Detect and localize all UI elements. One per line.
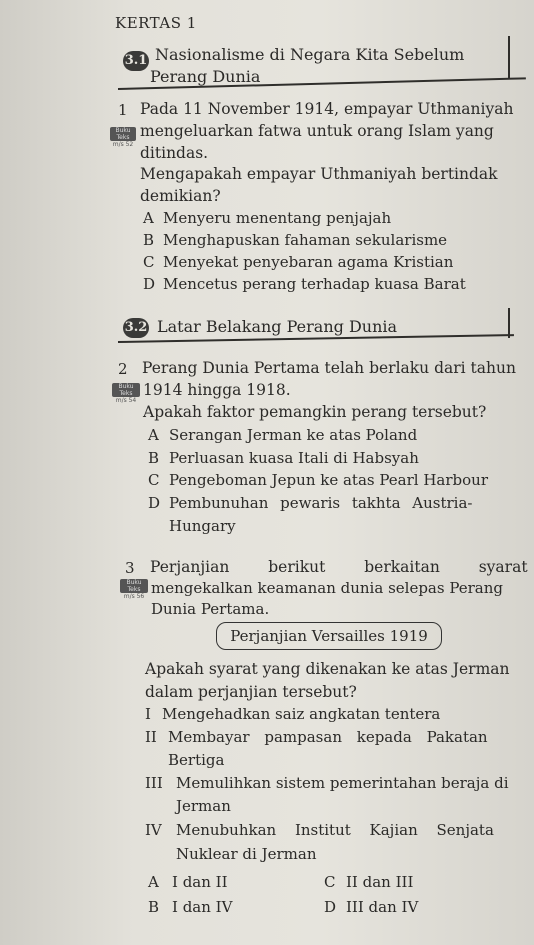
option-text[interactable]: Serangan Jerman ke atas Poland	[169, 426, 418, 444]
option-text[interactable]: Mencetus perang terhadap kuasa Barat	[163, 275, 466, 293]
question-text-line: demikian?	[140, 187, 221, 205]
statement-roman: IV	[145, 821, 162, 839]
tag-page: m/s 56	[123, 593, 145, 600]
statement-text-continued: Jerman	[176, 797, 231, 815]
section-divider-vertical	[508, 308, 510, 338]
question-text-line: 1914 hingga 1918.	[143, 381, 291, 399]
option-letter[interactable]: A	[148, 873, 159, 891]
statement-roman: III	[145, 774, 163, 792]
option-letter[interactable]: C	[324, 873, 336, 891]
option-text-continued[interactable]: Hungary	[169, 517, 236, 535]
question-text-line: Mengapakah empayar Uthmaniyah bertindak	[140, 165, 498, 183]
statement-text-continued: Bertiga	[168, 751, 225, 769]
option-text[interactable]: Pembunuhan pewaris takhta Austria-	[169, 494, 473, 512]
section-divider-vertical	[508, 36, 510, 78]
statement-text: Menubuhkan Institut Kajian Senjata	[176, 821, 494, 839]
tag-page: m/s 52	[112, 141, 134, 148]
textbook-reference-tag	[110, 127, 136, 148]
statement-roman: II	[145, 728, 157, 746]
statement-text: Memulihkan sistem pemerintahan beraja di	[176, 774, 509, 792]
tag-label: Buku Teks	[110, 127, 136, 141]
section-number-badge: 3.2	[123, 318, 149, 338]
option-text[interactable]: III dan IV	[346, 898, 419, 916]
tag-label: Buku Teks	[112, 383, 140, 397]
option-text[interactable]: Perluasan kuasa Itali di Habsyah	[169, 449, 419, 467]
option-letter[interactable]: C	[143, 253, 155, 271]
question-text-line: Dunia Pertama.	[151, 600, 270, 618]
section-title: Nasionalisme di Negara Kita Sebelum	[155, 45, 465, 64]
option-letter[interactable]: B	[148, 449, 160, 467]
option-text[interactable]: Menghapuskan fahaman sekularisme	[163, 231, 448, 249]
statement-text-continued: Nuklear di Jerman	[176, 845, 317, 863]
option-text[interactable]: II dan III	[346, 873, 414, 891]
option-letter[interactable]: D	[324, 898, 337, 916]
option-text[interactable]: I dan IV	[172, 898, 233, 916]
option-letter[interactable]: A	[143, 209, 154, 227]
paper-label: KERTAS 1	[115, 14, 197, 32]
option-letter[interactable]: C	[148, 471, 160, 489]
textbook-reference-tag	[112, 383, 140, 404]
question-text-line: mengekalkan keamanan dunia selepas Perang	[151, 579, 504, 597]
section-number-badge: 3.1	[123, 51, 149, 71]
question-text-line: dalam perjanjian tersebut?	[145, 683, 357, 701]
question-text-line: ditindas.	[140, 144, 209, 162]
question-number: 3	[125, 559, 135, 577]
tag-page: m/s 54	[115, 397, 137, 404]
question-text-line: mengeluarkan fatwa untuk orang Islam yang	[140, 122, 494, 140]
question-text-line: Perang Dunia Pertama telah berlaku dari tahun	[142, 359, 516, 377]
option-letter[interactable]: B	[143, 231, 155, 249]
option-text[interactable]: Menyekat penyebaran agama Kristian	[163, 253, 454, 271]
textbook-reference-tag	[120, 579, 148, 600]
option-letter[interactable]: D	[143, 275, 156, 293]
option-text[interactable]: Pengeboman Jepun ke atas Pearl Harbour	[169, 471, 488, 489]
option-letter[interactable]: D	[148, 494, 161, 512]
tag-label: Buku Teks	[120, 579, 148, 593]
option-text[interactable]: Menyeru menentang penjajah	[163, 209, 392, 227]
option-letter[interactable]: B	[148, 898, 160, 916]
question-text-line: Pada 11 November 1914, empayar Uthmaniyah	[140, 100, 514, 118]
question-text-line: Apakah faktor pemangkin perang tersebut?	[143, 403, 487, 421]
statement-text: Mengehadkan saiz angkatan tentera	[162, 705, 441, 723]
question-number: 1	[118, 101, 128, 119]
option-letter[interactable]: A	[148, 426, 159, 444]
statement-roman: I	[145, 705, 151, 723]
treaty-box: Perjanjian Versailles 1919	[216, 622, 442, 650]
question-text-line: Apakah syarat yang dikenakan ke atas Jerman	[145, 660, 510, 678]
section-title-line2: Perang Dunia	[150, 67, 261, 86]
question-text-line: Perjanjian berikut berkaitan syarat	[150, 558, 528, 576]
statement-text: Membayar pampasan kepada Pakatan	[168, 728, 488, 746]
option-text[interactable]: I dan II	[172, 873, 228, 891]
question-number: 2	[118, 360, 128, 378]
section-title: Latar Belakang Perang Dunia	[157, 317, 398, 336]
